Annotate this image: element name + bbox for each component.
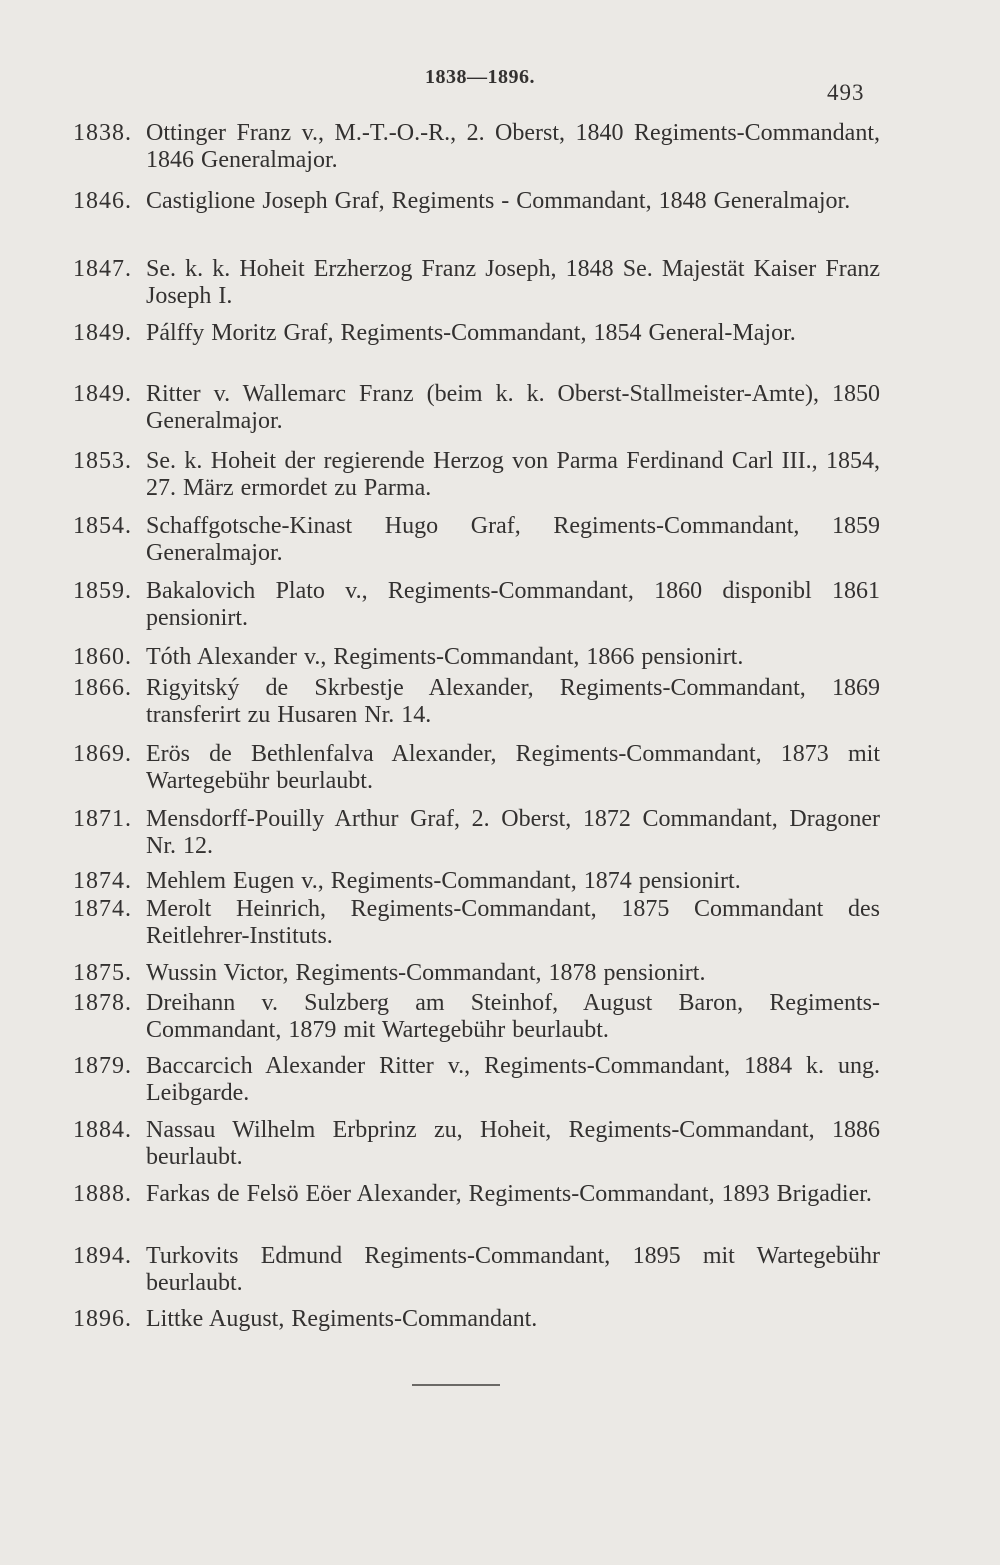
entry-text: Wussin Victor, Regiments-Commandant, 1878 pensionirt. — [146, 960, 706, 986]
list-item — [60, 1181, 880, 1208]
list-item — [60, 868, 880, 895]
list-item — [60, 675, 880, 729]
entry-year: 1846. — [73, 188, 132, 214]
entry-text: Ottinger Franz v., M.-T.-O.-R., 2. Oberst, 1840 Regiments-Commandant, 1846 Generalmajor. — [146, 120, 880, 173]
entry-text: Tóth Alexander v., Regiments-Commandant, 1866 pensionirt. — [146, 644, 744, 670]
page-number: 493 — [827, 80, 865, 105]
list-item — [60, 990, 880, 1044]
list-item — [60, 120, 880, 174]
entry-year: 1847. — [73, 256, 132, 282]
entry-text: Farkas de Felsö Eöer Alexander, Regiments-Commandant, 1893 Brigadier. — [146, 1181, 872, 1207]
entry-text: Se. k. Hoheit der regierende Herzog von Parma Ferdinand Carl III., 1854, 27. März ermordet zu Parma. — [146, 448, 880, 501]
list-item — [60, 578, 880, 632]
entry-year: 1884. — [73, 1117, 132, 1143]
list-item — [60, 188, 880, 215]
entry-year: 1878. — [73, 990, 132, 1016]
entry-year: 1874. — [73, 868, 132, 894]
entry-text: Erös de Bethlenfalva Alexander, Regiments-Commandant, 1873 mit Wartegebühr beurlaubt. — [146, 741, 880, 794]
list-item — [60, 1053, 880, 1107]
running-head: 1838—1896. — [425, 66, 535, 88]
entry-year: 1838. — [73, 120, 132, 146]
list-item — [60, 448, 880, 502]
list-item — [60, 513, 880, 567]
entry-year: 1860. — [73, 644, 132, 670]
entry-text: Merolt Heinrich, Regiments-Commandant, 1875 Commandant des Reitlehrer-Instituts. — [146, 896, 880, 949]
list-item — [60, 806, 880, 860]
entry-year: 1854. — [73, 513, 132, 539]
list-item — [60, 1243, 880, 1297]
entry-year: 1874. — [73, 896, 132, 922]
entry-text: Castiglione Joseph Graf, Regiments - Commandant, 1848 Generalmajor. — [146, 188, 851, 214]
entry-year: 1869. — [73, 741, 132, 767]
entry-year: 1875. — [73, 960, 132, 986]
entry-year: 1871. — [73, 806, 132, 832]
list-item — [60, 896, 880, 950]
entry-text: Ritter v. Wallemarc Franz (beim k. k. Oberst-Stallmeister-Amte), 1850 Generalmajor. — [146, 381, 880, 434]
entry-year: 1879. — [73, 1053, 132, 1079]
list-item — [60, 960, 880, 987]
entry-text: Se. k. k. Hoheit Erzherzog Franz Joseph, 1848 Se. Majestät Kaiser Franz Joseph I. — [146, 256, 880, 309]
list-item — [60, 1117, 880, 1171]
entry-text: Bakalovich Plato v., Regiments-Commandant, 1860 disponibl 1861 pensionirt. — [146, 578, 880, 631]
entry-year: 1853. — [73, 448, 132, 474]
end-rule — [412, 1384, 500, 1386]
entry-year: 1888. — [73, 1181, 132, 1207]
list-item — [60, 256, 880, 310]
list-item — [60, 644, 880, 671]
entry-text: Littke August, Regiments-Commandant. — [146, 1306, 538, 1332]
entry-year: 1859. — [73, 578, 132, 604]
entry-year: 1894. — [73, 1243, 132, 1269]
list-item — [60, 741, 880, 795]
list-item — [60, 381, 880, 435]
list-item — [60, 1306, 880, 1333]
entry-text: Baccarcich Alexander Ritter v., Regiments-Commandant, 1884 k. ung. Leibgarde. — [146, 1053, 880, 1106]
entry-text: Nassau Wilhelm Erbprinz zu, Hoheit, Regiments-Commandant, 1886 beurlaubt. — [146, 1117, 880, 1170]
entry-text: Rigyitský de Skrbestje Alexander, Regiments-Commandant, 1869 transferirt zu Husaren Nr. 14. — [146, 675, 880, 728]
entry-text: Mensdorff-Pouilly Arthur Graf, 2. Oberst, 1872 Commandant, Dragoner Nr. 12. — [146, 806, 880, 859]
entry-text: Pálffy Moritz Graf, Regiments-Commandant, 1854 General-Major. — [146, 320, 796, 346]
entry-text: Schaffgotsche-Kinast Hugo Graf, Regiments-Commandant, 1859 Generalmajor. — [146, 513, 880, 566]
entry-text: Turkovits Edmund Regiments-Commandant, 1895 mit Wartegebühr beurlaubt. — [146, 1243, 880, 1296]
entry-year: 1896. — [73, 1306, 132, 1332]
entry-year: 1849. — [73, 381, 132, 407]
entry-year: 1849. — [73, 320, 132, 346]
list-item — [60, 320, 880, 347]
entry-text: Mehlem Eugen v., Regiments-Commandant, 1874 pensionirt. — [146, 868, 741, 894]
entry-text: Dreihann v. Sulzberg am Steinhof, August Baron, Regiments-Commandant, 1879 mit Wartegebühr beurlaubt. — [146, 990, 880, 1043]
entry-year: 1866. — [73, 675, 132, 701]
